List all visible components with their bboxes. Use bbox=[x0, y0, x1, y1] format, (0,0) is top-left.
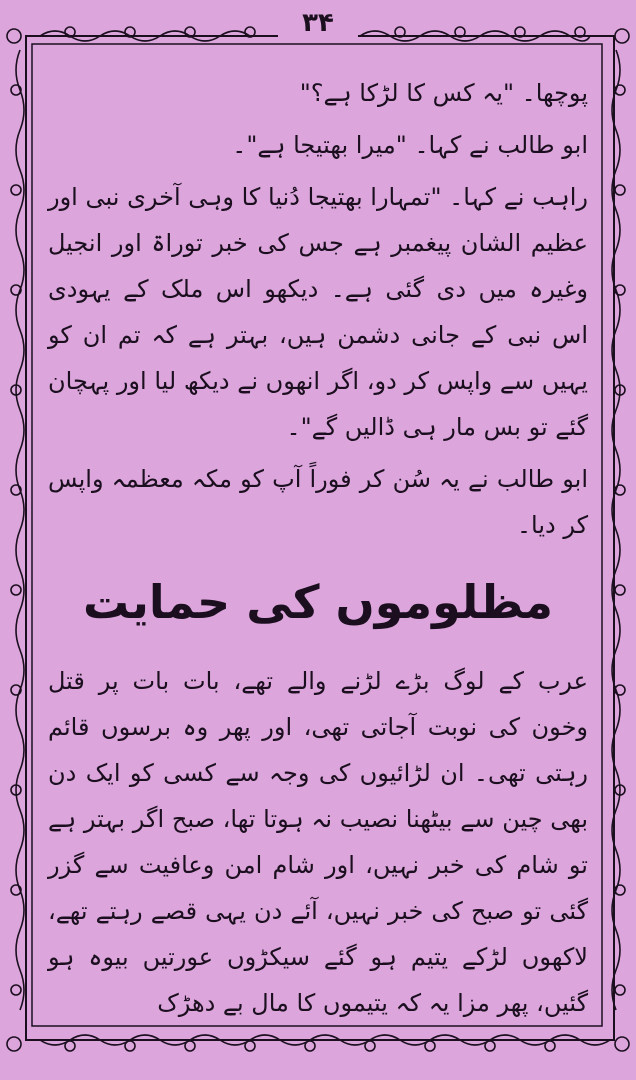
paragraph-return-to-makkah: ابو طالب نے یہ سُن کر فوراً آپ کو مکہ معظمہ واپس کر دیا۔ bbox=[48, 465, 588, 539]
left-vine bbox=[11, 50, 24, 1010]
paragraph-arab-wars: عرب کے لوگ بڑے لڑنے والے تھے، بات بات پر قتل وخون کی نوبت آجاتی تھی، اور پھر وہ برسوں قائم رہتی تھی۔ ان لڑائیوں کی وجہ سے کسی کو ایک دن بھی چین سے بیٹھنا نصیب نہ ہوتا تھا، صبح اگر بہتر ہے تو شام کی خبر نہیں، اور شام امن وعافیت سے گزر گئی تو صبح کی خبر نہیں، آئے دن یہی قصے رہتے تھے، لاکھوں لڑکے یتیم ہو گئے سیکڑوں عورتیں بیوہ ہو گئیں، پھر مزا یہ کہ یتیموں کا مال بے دھڑک bbox=[48, 667, 588, 1017]
paragraph-abu-talib-reply: ابو طالب نے کہا۔ "میرا بھتیجا ہے"۔ bbox=[232, 131, 588, 159]
paragraph-question: پوچھا۔ "یہ کس کا لڑکا ہے؟" bbox=[299, 79, 588, 107]
page-number: ۳۴ bbox=[302, 8, 334, 38]
section-heading: مظلوموں کی حمایت bbox=[82, 575, 554, 629]
paragraph-monk-warning: راہب نے کہا۔ "تمہارا بھتیجا دُنیا کا وہی آخری نبی اور عظیم الشان پیغمبر ہے جس کی خبر توراۃ اور انجیل وغیرہ میں دی گئی ہے۔ دیکھو اس ملک کے یہودی اس نبی کے جانی دشمن ہیں، بہتر ہے کہ تم ان کو یہیں سے واپس کر دو، اگر انھوں نے دیکھ لیا اور پہچان گئے تو بس مار ہی ڈالیں گے"۔ bbox=[48, 183, 588, 441]
page-body bbox=[48, 70, 588, 1020]
bottom-vine bbox=[40, 1035, 610, 1051]
